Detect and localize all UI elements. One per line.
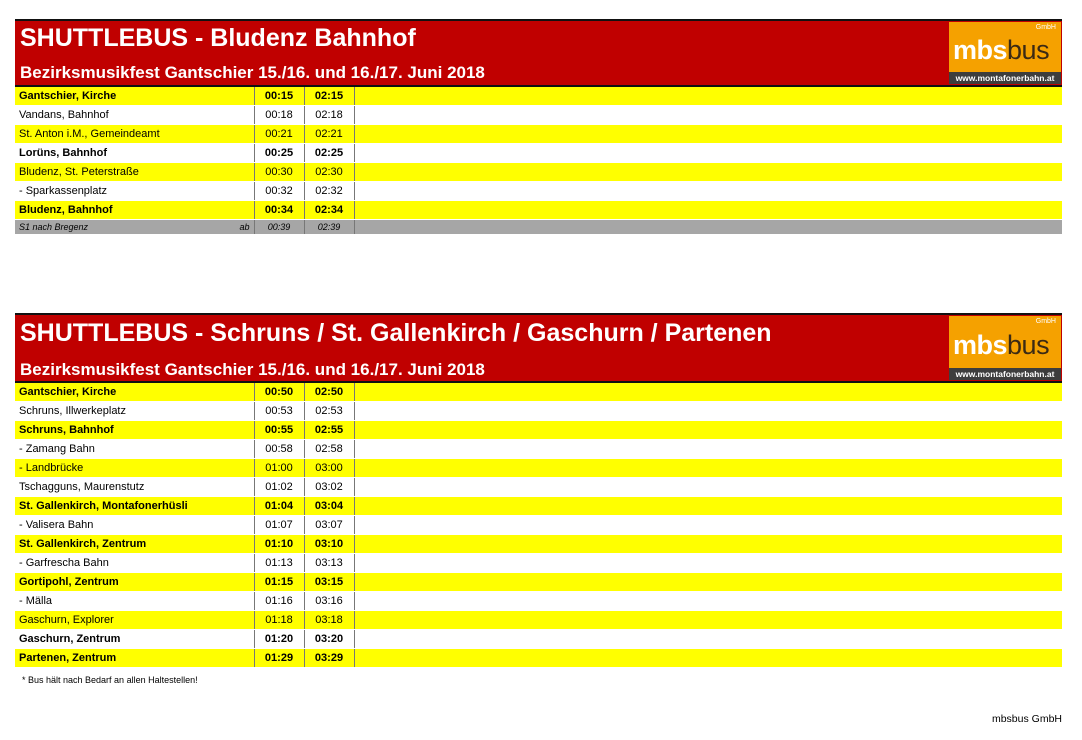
shuttle-schruns-subtitle: Bezirksmusikfest Gantschier 15./16. und 16./17. Juni 2018 (20, 360, 485, 379)
departure-time-2: 02:50 (304, 383, 354, 402)
stop-name: Gantschier, Kirche (15, 383, 254, 402)
logo-wordmark: mbsbus (953, 35, 1050, 65)
logo-url: www.montafonerbahn.at (949, 72, 1061, 84)
departure-time-1: 00:25 (254, 144, 304, 163)
empty-cell (354, 402, 1062, 421)
stop-name: St. Gallenkirch, Zentrum (15, 535, 254, 554)
footnote: * Bus hält nach Bedarf an allen Haltestellen! (22, 675, 198, 685)
departure-time-1: 01:00 (254, 459, 304, 478)
stop-name: St. Anton i.M., Gemeindeamt (15, 125, 254, 144)
table-row (15, 497, 1062, 516)
empty-cell (354, 421, 1062, 440)
table-row (15, 649, 1062, 668)
table-row (15, 459, 1062, 478)
table-row (15, 87, 1062, 106)
mbsbus-logo-2 (949, 316, 1061, 380)
departure-time-2: 03:15 (304, 573, 354, 592)
shuttle-bludenz-timetable (15, 87, 1062, 235)
stop-name: - Sparkassenplatz (15, 182, 254, 201)
logo-wordmark-2: mbsbus (953, 330, 1050, 360)
table-row (15, 535, 1062, 554)
logo-gmbh-2: GmbH (1035, 318, 1056, 325)
empty-cell (354, 611, 1062, 630)
stop-name: - Landbrücke (15, 459, 254, 478)
empty-cell (354, 573, 1062, 592)
table-row (15, 573, 1062, 592)
empty-cell (354, 554, 1062, 573)
stop-name: Lorüns, Bahnhof (15, 144, 254, 163)
stop-name: - Valisera Bahn (15, 516, 254, 535)
mbsbus-logo (949, 22, 1061, 84)
departure-time-2: 03:20 (304, 630, 354, 649)
departure-time-2: 03:04 (304, 497, 354, 516)
shuttle-bludenz-section (15, 19, 1062, 235)
empty-cell (354, 497, 1062, 516)
empty-cell (354, 478, 1062, 497)
table-row (15, 440, 1062, 459)
table-row (15, 201, 1062, 220)
connection-row (15, 220, 1062, 235)
logo-url-2: www.montafonerbahn.at (949, 368, 1061, 380)
departure-time-1: 00:55 (254, 421, 304, 440)
departure-time-1: 01:15 (254, 573, 304, 592)
departure-time-1: 01:29 (254, 649, 304, 668)
departure-time-2: 02:32 (304, 182, 354, 201)
empty-cell (354, 516, 1062, 535)
empty-cell (354, 182, 1062, 201)
departure-time-2: 02:15 (304, 87, 354, 106)
empty-cell (354, 649, 1062, 668)
departure-time-2: 02:30 (304, 163, 354, 182)
departure-time-1: 01:02 (254, 478, 304, 497)
departure-time-1: 00:53 (254, 402, 304, 421)
stop-name: Gantschier, Kirche (15, 87, 254, 106)
departure-time-1: 00:18 (254, 106, 304, 125)
connection-time: 02:39 (304, 220, 354, 235)
departure-time-1: 00:58 (254, 440, 304, 459)
table-row (15, 182, 1062, 201)
connection-label: S1 nach Bregenz (19, 222, 89, 232)
shuttle-schruns-title: SHUTTLEBUS - Schruns / St. Gallenkirch / Gaschurn / Partenen (20, 319, 772, 347)
table-row (15, 125, 1062, 144)
stop-name: Partenen, Zentrum (15, 649, 254, 668)
empty-cell (354, 459, 1062, 478)
departure-time-2: 03:29 (304, 649, 354, 668)
departure-time-2: 02:55 (304, 421, 354, 440)
stop-name: Gaschurn, Explorer (15, 611, 254, 630)
stop-name: Gaschurn, Zentrum (15, 630, 254, 649)
table-row (15, 144, 1062, 163)
departure-time-2: 03:07 (304, 516, 354, 535)
shuttle-schruns-section (15, 313, 1062, 668)
departure-time-1: 01:04 (254, 497, 304, 516)
stop-name: Vandans, Bahnhof (15, 106, 254, 125)
departure-time-1: 01:16 (254, 592, 304, 611)
stop-name: Bludenz, St. Peterstraße (15, 163, 254, 182)
departure-time-1: 00:32 (254, 182, 304, 201)
shuttle-bludenz-banner (15, 19, 1062, 87)
empty-cell (354, 535, 1062, 554)
stop-name: - Mälla (15, 592, 254, 611)
departure-time-1: 00:21 (254, 125, 304, 144)
table-row (15, 383, 1062, 402)
table-row (15, 630, 1062, 649)
stop-name: Gortipohl, Zentrum (15, 573, 254, 592)
stop-name: - Garfrescha Bahn (15, 554, 254, 573)
departure-time-2: 03:10 (304, 535, 354, 554)
table-row (15, 478, 1062, 497)
table-row (15, 163, 1062, 182)
departure-time-2: 03:18 (304, 611, 354, 630)
connection-ab: ab (239, 222, 250, 232)
empty-cell (354, 592, 1062, 611)
table-row (15, 554, 1062, 573)
shuttle-schruns-banner (15, 313, 1062, 383)
company-name: mbsbus GmbH (991, 713, 1062, 725)
departure-time-1: 01:20 (254, 630, 304, 649)
departure-time-2: 02:18 (304, 106, 354, 125)
logo-gmbh: GmbH (1035, 24, 1056, 31)
departure-time-1: 01:07 (254, 516, 304, 535)
departure-time-2: 02:53 (304, 402, 354, 421)
stop-name: St. Gallenkirch, Montafonerhüsli (15, 497, 254, 516)
table-row (15, 402, 1062, 421)
departure-time-1: 01:13 (254, 554, 304, 573)
empty-cell (354, 440, 1062, 459)
departure-time-2: 03:13 (304, 554, 354, 573)
table-row (15, 106, 1062, 125)
shuttle-bludenz-subtitle: Bezirksmusikfest Gantschier 15./16. und 16./17. Juni 2018 (20, 63, 485, 82)
stop-name: Schruns, Illwerkeplatz (15, 402, 254, 421)
departure-time-1: 00:30 (254, 163, 304, 182)
table-row (15, 592, 1062, 611)
departure-time-2: 02:21 (304, 125, 354, 144)
empty-cell (354, 201, 1062, 220)
connection-stop (15, 220, 254, 235)
table-row (15, 421, 1062, 440)
empty-cell (354, 144, 1062, 163)
departure-time-2: 03:00 (304, 459, 354, 478)
table-row (15, 516, 1062, 535)
shuttle-bludenz-title: SHUTTLEBUS - Bludenz Bahnhof (20, 24, 416, 52)
stop-name: Bludenz, Bahnhof (15, 201, 254, 220)
departure-time-2: 03:16 (304, 592, 354, 611)
empty-cell (354, 630, 1062, 649)
table-row (15, 611, 1062, 630)
stop-name: Tschagguns, Maurenstutz (15, 478, 254, 497)
departure-time-1: 01:10 (254, 535, 304, 554)
stop-name: Schruns, Bahnhof (15, 421, 254, 440)
stop-name: - Zamang Bahn (15, 440, 254, 459)
departure-time-1: 01:18 (254, 611, 304, 630)
empty-cell (354, 125, 1062, 144)
empty-cell (354, 106, 1062, 125)
connection-time: 00:39 (254, 220, 304, 235)
departure-time-2: 02:25 (304, 144, 354, 163)
departure-time-1: 00:34 (254, 201, 304, 220)
departure-time-2: 03:02 (304, 478, 354, 497)
empty-cell (354, 163, 1062, 182)
departure-time-1: 00:15 (254, 87, 304, 106)
empty-cell (354, 220, 1062, 235)
empty-cell (354, 87, 1062, 106)
shuttle-schruns-timetable (15, 383, 1062, 668)
empty-cell (354, 383, 1062, 402)
departure-time-1: 00:50 (254, 383, 304, 402)
departure-time-2: 02:34 (304, 201, 354, 220)
departure-time-2: 02:58 (304, 440, 354, 459)
